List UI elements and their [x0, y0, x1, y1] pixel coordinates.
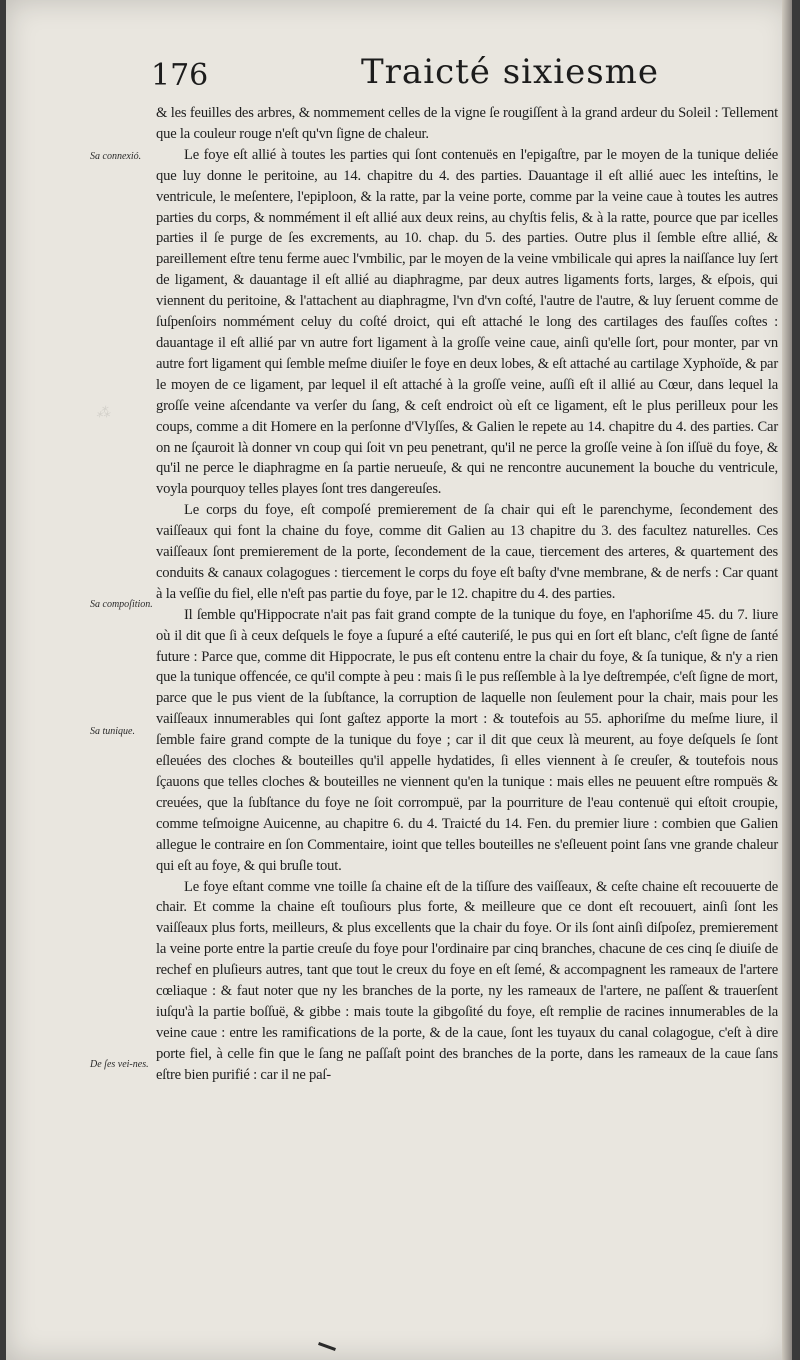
margin-note-composition: Sa compoſition.	[90, 599, 153, 610]
paragraph-veines: Le foye eſtant comme vne toille ſa chaine eſt de la tiſſure des vaiſſeaux, & ceſte chaine eſt recouuerte de chair. Et comme la chaine eſt touſiours plus forte, & meilleure que ce dont eſt recouuert, ainſi ſont les vaiſſeaux plus forts, meilleurs, & plus excellents que la chair du foye. Or ils ſont ainſi diſpoſez, premierement la veine porte entre la partie creuſe du foye pour l'ordinaire par cinq branches, chacune de ces cinq ſe diuiſe de rechef en pluſieurs autres, tant que tout le creux du foye en eſt ſemé, & accompagnent les rameaux de l'artere cœliaque : & faut noter que ny les branches de la porte, ny les rameaux de l'artere, ne paſſent & trauerſent iuſqu'à la partie boſſuë, & gibbe : mais toute la gibgoſité du foye, eſt remplie de racines innumerables de la veine caue : entre les ramifications de la porte, & de la caue, ſont les tuyaux du canal colagogue, c'eſt à dire porte fiel, à celle fin que le ſang ne paſſaſt point des branches de la porte, dans les rameaux de la caue ſans eſtre bien purifié : car il ne paſ-	[156, 878, 778, 1083]
show-through-mark: ⁂	[96, 406, 110, 421]
running-title: Traicté sixiesme	[361, 52, 660, 92]
ink-mark	[318, 1342, 336, 1351]
page-header	[6, 52, 792, 102]
margin-note-connexion: Sa connexió.	[90, 151, 142, 162]
page-edge	[782, 0, 792, 1360]
book-page	[6, 0, 792, 1360]
body-text	[156, 103, 778, 1086]
paragraph-composition: Le corps du foye, eſt compoſé premierement de ſa chair qui eſt le parenchyme, ſecondement des vaiſſeaux qui font la chaine du foye, comme dit Galien au 13 chapitre du 3. des facultez naturelles. Ces vaiſſeaux ſont premierement de la porte, ſecondement de la caue, tiercement des arteres, & quartement des conduits & canaux colagogues : tiercement le corps du foye eſt baſty d'vne membrane, & de nerfs : Car quant à la veſſie du fiel, elle n'eſt pas partie du foye, par le 12. chapitre du 4. des parties.	[156, 502, 778, 602]
paragraph-connexion: Le foye eſt allié à toutes les parties qui ſont contenuës en l'epigaſtre, par le moyen de la tunique deliée que luy donne le peritoine, au 14. chapitre du 4. des parties. Dauantage il eſt allié auec les inteſtins, le ventricule, le meſentere, l'epiploon, & la ratte, par la veine porte, comme par la veine caue à toutes les autres parties du corps, & nommément il eſt allié aux deux reins, au chyſtis felis, & à la ratte, pource que par icelles parties il ſe purge de ſes excrements, au 10. chap. du 5. des parties. Outre plus il ſemble eſtre allié, & pareillement eſtre tenu ferme auec l'vmbilic, par le moyen de la veine vmbilicale qui apres la naiſſance luy ſert de ligament, & dauantage il eſt allié au diaphragme, par deux autres ligaments forts, larges, & eſpois, qui viennent du peritoine, & l'attachent au diaphragme, l'vn d'vn coſté, l'autre de l'autre, & luy ſeruent comme de ſuſpenſoirs nommément celuy du coſté droict, qui eſt attaché le long des cartilages des fauſſes coſtes : dauantage il eſt allié par vn autre fort ligament à la groſſe veine caue, ainſi qu'elle ſort, pour monter, par vn autre fort ligament qui ſemble meſme diuiſer le foye en deux lobes, & eſt attaché au cartilage Xyphoïde, & par le moyen de ce ligament, par lequel il eſt attaché à la groſſe veine, auſſi eſt il allié au Cœur, dans lequel la groſſe veine aſcendante va verſer du ſang, & ceſt endroict où eſt ce ligament, eſt le plus perilleux pour les coups, comme a dit Homere en la perſonne d'Vlyſſes, & Galien le repete au 14. chapitre du 4. des parties. Car on ne ſçauroit là donner vn coup qui ſoit vn peu penetrant, qu'il ne perce la groſſe veine à ſon iſſuë du foye, & qu'il ne perce le diaphragme en ſa partie nerueuſe, & qui ne rencontre aucunement la bouche du ventricule, voyla pourquoy telles playes ſont tres dangereuſes.	[156, 146, 778, 498]
margin-note-veines: De ſes vei-nes.	[90, 1059, 149, 1070]
paragraph-tunique: Il ſemble qu'Hippocrate n'ait pas fait grand compte de la tunique du foye, en l'aphoriſme 45. du 7. liure où il dit que ſi à ceux deſquels le foye a ſupuré a eſté cauteriſé, le pus qui en ſort eſt blanc, c'eſt ſigne de ſanté future : Parce que, comme dit Hippocrate, le pus eſt contenu entre la chair du foye, & ſa tunique, & n'y a rien que la tunique offencée, ce qu'il compte à peu : mais ſi le pus reſſemble à la lye deſtrempée, c'eſt ſigne de mort, parce que le pus vient de la ſubſtance, la corruption de laquelle non ſeulement pour la chair, mais pour les vaiſſeaux innumerables qui ſont gaſtez apporte la mort : & toutefois au 55. aphoriſme du meſme liure, il ſemble faire grand compte de la tunique du foye ; car il dit que ceux là meurent, au foye deſquels ſe ſont eſleuées des cloches & bouteilles qu'il appelle hydatides, ſi elles viennent à ſe creuſer, & toutefois nous ſçauons que telles cloches & bouteilles ne viennent qu'en la tunique : mais elles ne peuuent eſtre rompuës & creuées, que la ſubſtance du foye ne ſoit corrompuë, par la pourriture de l'eau contenuë qui eſtoit croupie, comme teſmoigne Auicenne, au chapitre 6. du 4. Traicté du 14. Fen. du premier liure : combien que Galien allegue le contraire en ſon Commentaire, ioint que telles bouteilles ne s'eſleuent point ſans vne grande chaleur qui eſt au foye, & qui bruſle tout.	[156, 606, 778, 874]
paragraph-continued: & les feuilles des arbres, & nommement celles de la vigne ſe rougiſſent à la grand ardeur du Soleil : Tellement que la couleur rouge n'eſt qu'vn ſigne de chaleur.	[156, 105, 778, 142]
margin-note-tunique: Sa tunique.	[90, 726, 135, 737]
page-number: 176	[151, 58, 209, 93]
